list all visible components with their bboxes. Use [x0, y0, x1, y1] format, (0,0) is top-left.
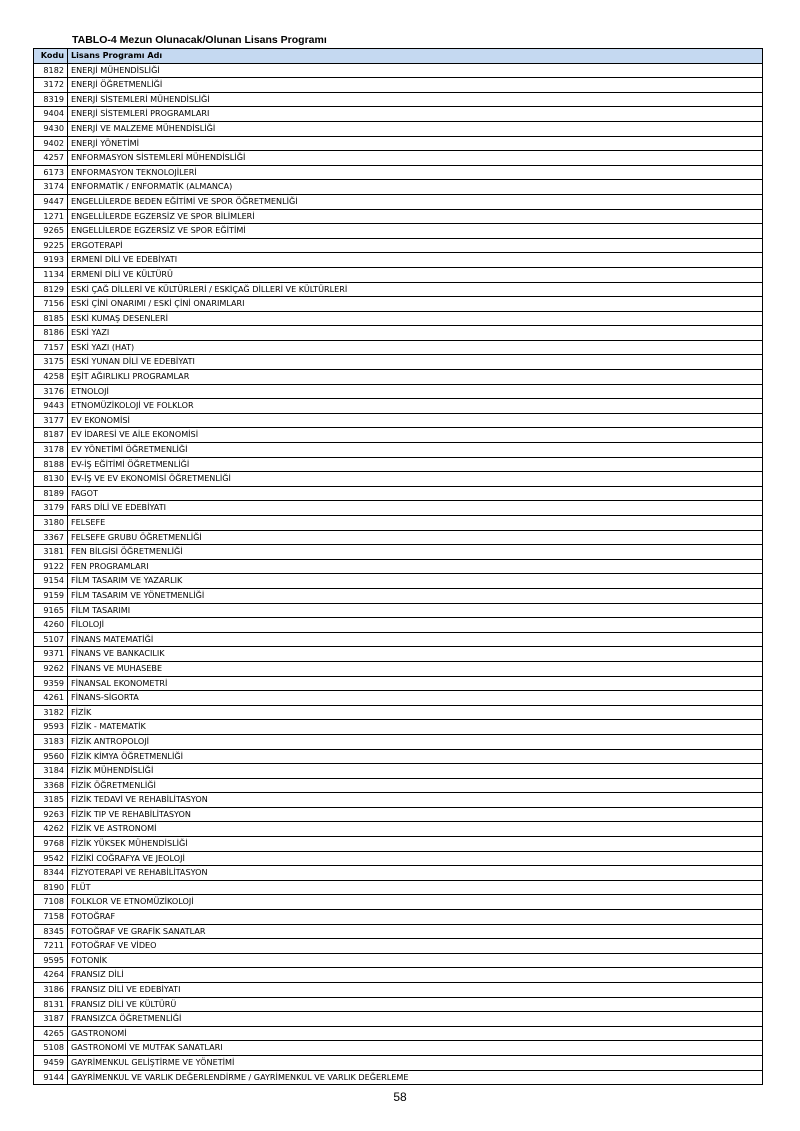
- program-name: FRANSIZ DİLİ: [68, 968, 763, 983]
- table-header: [34, 49, 763, 64]
- table-row: [34, 880, 763, 895]
- table-body: [34, 63, 763, 1085]
- program-name: GASTRONOMİ VE MUTFAK SANATLARI: [68, 1041, 763, 1056]
- table-row: [34, 443, 763, 458]
- program-code: 3187: [34, 1012, 68, 1027]
- program-name: FİZİK ANTROPOLOJİ: [68, 734, 763, 749]
- program-code: 9443: [34, 399, 68, 414]
- program-name: FİZİKİ COĞRAFYA VE JEOLOJİ: [68, 851, 763, 866]
- program-name: FİZİK YÜKSEK MÜHENDİSLİĞİ: [68, 837, 763, 852]
- table-row: [34, 370, 763, 385]
- program-name: ESKİ YUNAN DİLİ VE EDEBİYATI: [68, 355, 763, 370]
- program-code: 3176: [34, 384, 68, 399]
- table-row: [34, 501, 763, 516]
- program-name: FİLM TASARIM VE YAZARLIK: [68, 574, 763, 589]
- program-code: 9404: [34, 107, 68, 122]
- program-name: FİNANSAL EKONOMETRİ: [68, 676, 763, 691]
- program-code: 9430: [34, 121, 68, 136]
- program-name: FİNANS VE MUHASEBE: [68, 661, 763, 676]
- program-name: GASTRONOMİ: [68, 1026, 763, 1041]
- program-name: FİLM TASARIM VE YÖNETMENLİĞİ: [68, 588, 763, 603]
- program-code: 8319: [34, 92, 68, 107]
- program-code: 3180: [34, 516, 68, 531]
- program-name: FEN PROGRAMLARI: [68, 559, 763, 574]
- program-name: FRANSIZ DİLİ VE KÜLTÜRÜ: [68, 997, 763, 1012]
- program-code: 3185: [34, 793, 68, 808]
- program-name: FİZİK ÖĞRETMENLİĞİ: [68, 778, 763, 793]
- table-row: [34, 1070, 763, 1085]
- program-name: EV-İŞ EĞİTİMİ ÖĞRETMENLİĞİ: [68, 457, 763, 472]
- table-row: [34, 355, 763, 370]
- program-code: 7158: [34, 910, 68, 925]
- program-code: 3182: [34, 705, 68, 720]
- program-name: ESKİ KUMAŞ DESENLERİ: [68, 311, 763, 326]
- table-row: [34, 559, 763, 574]
- table-row: [34, 997, 763, 1012]
- program-name: ERGOTERAPİ: [68, 238, 763, 253]
- program-code: 3178: [34, 443, 68, 458]
- table-row: [34, 661, 763, 676]
- program-code: 7211: [34, 939, 68, 954]
- table-row: [34, 983, 763, 998]
- table-row: [34, 545, 763, 560]
- table-row: [34, 1055, 763, 1070]
- program-name: ENERJİ MÜHENDİSLİĞİ: [68, 63, 763, 78]
- table-row: [34, 866, 763, 881]
- program-code: 9144: [34, 1070, 68, 1085]
- table-row: [34, 618, 763, 633]
- program-name: FİZYOTERAPİ VE REHABİLİTASYON: [68, 866, 763, 881]
- table-row: [34, 486, 763, 501]
- table-row: [34, 340, 763, 355]
- column-header-code: Kodu: [34, 49, 68, 64]
- program-name: FOTOĞRAF VE GRAFİK SANATLAR: [68, 924, 763, 939]
- program-name: ENGELLİLERDE EGZERSİZ VE SPOR EĞİTİMİ: [68, 224, 763, 239]
- program-code: 3179: [34, 501, 68, 516]
- program-name: ENGELLİLERDE BEDEN EĞİTİMİ VE SPOR ÖĞRETMENLİĞİ: [68, 194, 763, 209]
- program-code: 4260: [34, 618, 68, 633]
- program-code: 4258: [34, 370, 68, 385]
- program-code: 4264: [34, 968, 68, 983]
- table-row: [34, 647, 763, 662]
- header-row: [34, 49, 763, 64]
- program-code: 8190: [34, 880, 68, 895]
- page-number: 58: [393, 1090, 407, 1104]
- program-name: GAYRİMENKUL GELİŞTİRME VE YÖNETİMİ: [68, 1055, 763, 1070]
- program-code: 9359: [34, 676, 68, 691]
- table-row: [34, 720, 763, 735]
- table-row: [34, 676, 763, 691]
- program-name: FİZİK: [68, 705, 763, 720]
- program-name: ENERJİ SİSTEMLERİ PROGRAMLARI: [68, 107, 763, 122]
- program-code: 1271: [34, 209, 68, 224]
- program-name: ESKİ YAZI (HAT): [68, 340, 763, 355]
- table-row: [34, 939, 763, 954]
- program-code: 9768: [34, 837, 68, 852]
- program-code: 5108: [34, 1041, 68, 1056]
- table-row: [34, 1012, 763, 1027]
- program-name: FİNANS-SİGORTA: [68, 691, 763, 706]
- program-name: FİZİK TIP VE REHABİLİTASYON: [68, 807, 763, 822]
- program-code: 9262: [34, 661, 68, 676]
- table-row: [34, 764, 763, 779]
- table-row: [34, 705, 763, 720]
- program-name: ENGELLİLERDE EGZERSİZ VE SPOR BİLİMLERİ: [68, 209, 763, 224]
- program-code: 8187: [34, 428, 68, 443]
- table-row: [34, 428, 763, 443]
- program-name: FİZİK VE ASTRONOMİ: [68, 822, 763, 837]
- program-name: FİNANS VE BANKACILIK: [68, 647, 763, 662]
- program-name: FARS DİLİ VE EDEBİYATI: [68, 501, 763, 516]
- program-name: FİZİK TEDAVİ VE REHABİLİTASYON: [68, 793, 763, 808]
- table-row: [34, 282, 763, 297]
- program-code: 8344: [34, 866, 68, 881]
- program-name: ETNOMÜZİKOLOJİ VE FOLKLOR: [68, 399, 763, 414]
- program-name: FİLOLOJİ: [68, 618, 763, 633]
- program-code: 9263: [34, 807, 68, 822]
- program-code: 8188: [34, 457, 68, 472]
- program-code: 3172: [34, 78, 68, 93]
- table-row: [34, 793, 763, 808]
- program-code: 4262: [34, 822, 68, 837]
- program-name: ENERJİ YÖNETİMİ: [68, 136, 763, 151]
- table-row: [34, 530, 763, 545]
- program-name: ESKİ ÇAĞ DİLLERİ VE KÜLTÜRLERİ / ESKİÇAĞ DİLLERİ VE KÜLTÜRLERİ: [68, 282, 763, 297]
- program-code: 8131: [34, 997, 68, 1012]
- program-name: ENERJİ ÖĞRETMENLİĞİ: [68, 78, 763, 93]
- table-row: [34, 399, 763, 414]
- program-name: ESKİ YAZI: [68, 326, 763, 341]
- program-name: FOTOĞRAF: [68, 910, 763, 925]
- table-row: [34, 180, 763, 195]
- program-name: FİZİK KİMYA ÖĞRETMENLİĞİ: [68, 749, 763, 764]
- program-name: ESKİ ÇİNİ ONARIMI / ESKİ ÇİNİ ONARIMLARI: [68, 297, 763, 312]
- program-code: 8182: [34, 63, 68, 78]
- table-row: [34, 238, 763, 253]
- program-name: ENFORMASYON SİSTEMLERİ MÜHENDİSLİĞİ: [68, 151, 763, 166]
- table-row: [34, 516, 763, 531]
- program-code: 3184: [34, 764, 68, 779]
- table-row: [34, 472, 763, 487]
- program-name: FELSEFE: [68, 516, 763, 531]
- table-row: [34, 107, 763, 122]
- program-code: 4261: [34, 691, 68, 706]
- program-code: 3175: [34, 355, 68, 370]
- program-code: 4265: [34, 1026, 68, 1041]
- table-row: [34, 209, 763, 224]
- table-row: [34, 384, 763, 399]
- program-name: FOTONİK: [68, 953, 763, 968]
- program-code: 3186: [34, 983, 68, 998]
- table-row: [34, 311, 763, 326]
- program-code: 8130: [34, 472, 68, 487]
- program-code: 8189: [34, 486, 68, 501]
- program-name: EV-İŞ VE EV EKONOMİSİ ÖĞRETMENLİĞİ: [68, 472, 763, 487]
- program-code: 9225: [34, 238, 68, 253]
- program-code: 9159: [34, 588, 68, 603]
- program-name: FİZİK MÜHENDİSLİĞİ: [68, 764, 763, 779]
- program-code: 3181: [34, 545, 68, 560]
- program-code: 4257: [34, 151, 68, 166]
- program-name: FRANSIZ DİLİ VE EDEBİYATI: [68, 983, 763, 998]
- program-code: 3183: [34, 734, 68, 749]
- program-code: 9122: [34, 559, 68, 574]
- program-name: FEN BİLGİSİ ÖĞRETMENLİĞİ: [68, 545, 763, 560]
- program-name: FRANSIZCA ÖĞRETMENLİĞİ: [68, 1012, 763, 1027]
- program-code: 5107: [34, 632, 68, 647]
- program-code: 9193: [34, 253, 68, 268]
- program-code: 9402: [34, 136, 68, 151]
- table-row: [34, 165, 763, 180]
- program-code: 1134: [34, 267, 68, 282]
- program-code: 6173: [34, 165, 68, 180]
- program-code: 9459: [34, 1055, 68, 1070]
- table-row: [34, 267, 763, 282]
- table-row: [34, 778, 763, 793]
- program-code: 9560: [34, 749, 68, 764]
- table-row: [34, 837, 763, 852]
- table-row: [34, 1041, 763, 1056]
- column-header-name: Lisans Programı Adı: [68, 49, 763, 64]
- program-code: 7157: [34, 340, 68, 355]
- program-code: 3177: [34, 413, 68, 428]
- program-code: 8129: [34, 282, 68, 297]
- program-name: ENERJİ SİSTEMLERİ MÜHENDİSLİĞİ: [68, 92, 763, 107]
- page-title: TABLO-4 Mezun Olunacak/Olunan Lisans Programı: [72, 34, 327, 46]
- program-code: 8185: [34, 311, 68, 326]
- table-row: [34, 121, 763, 136]
- program-name: ERMENİ DİLİ VE KÜLTÜRÜ: [68, 267, 763, 282]
- table-row: [34, 734, 763, 749]
- program-name: ENFORMATİK / ENFORMATİK (ALMANCA): [68, 180, 763, 195]
- table-row: [34, 78, 763, 93]
- program-code: 7108: [34, 895, 68, 910]
- program-name: EV İDARESİ VE AİLE EKONOMİSİ: [68, 428, 763, 443]
- program-code: 3367: [34, 530, 68, 545]
- program-name: EV EKONOMİSİ: [68, 413, 763, 428]
- program-code: 3368: [34, 778, 68, 793]
- table-row: [34, 326, 763, 341]
- program-name: ENERJİ VE MALZEME MÜHENDİSLİĞİ: [68, 121, 763, 136]
- table-row: [34, 749, 763, 764]
- program-name: FİZİK - MATEMATİK: [68, 720, 763, 735]
- program-code: 9371: [34, 647, 68, 662]
- table-row: [34, 92, 763, 107]
- table-row: [34, 910, 763, 925]
- program-name: FİLM TASARIMI: [68, 603, 763, 618]
- table-row: [34, 224, 763, 239]
- program-code: 9447: [34, 194, 68, 209]
- program-name: FİNANS MATEMATİĞİ: [68, 632, 763, 647]
- program-name: ETNOLOJİ: [68, 384, 763, 399]
- table-row: [34, 822, 763, 837]
- program-name: FAGOT: [68, 486, 763, 501]
- program-code: 9593: [34, 720, 68, 735]
- program-name: FOTOĞRAF VE VİDEO: [68, 939, 763, 954]
- program-code: 7156: [34, 297, 68, 312]
- table-row: [34, 895, 763, 910]
- table-row: [34, 953, 763, 968]
- table-row: [34, 457, 763, 472]
- program-name: ERMENİ DİLİ VE EDEBİYATI: [68, 253, 763, 268]
- table-row: [34, 63, 763, 78]
- program-code: 9595: [34, 953, 68, 968]
- program-name: GAYRİMENKUL VE VARLIK DEĞERLENDİRME / GAYRİMENKUL VE VARLIK DEĞERLEME: [68, 1070, 763, 1085]
- program-name: FOLKLOR VE ETNOMÜZİKOLOJİ: [68, 895, 763, 910]
- table-row: [34, 851, 763, 866]
- program-code: 9154: [34, 574, 68, 589]
- program-code: 8345: [34, 924, 68, 939]
- table-row: [34, 574, 763, 589]
- table-row: [34, 151, 763, 166]
- table-row: [34, 968, 763, 983]
- table-row: [34, 588, 763, 603]
- program-name: ENFORMASYON TEKNOLOJİLERİ: [68, 165, 763, 180]
- table-row: [34, 253, 763, 268]
- program-name: EŞİT AĞIRLIKLI PROGRAMLAR: [68, 370, 763, 385]
- program-name: EV YÖNETİMİ ÖĞRETMENLİĞİ: [68, 443, 763, 458]
- program-code: 9165: [34, 603, 68, 618]
- program-code: 9265: [34, 224, 68, 239]
- table-row: [34, 603, 763, 618]
- table-row: [34, 1026, 763, 1041]
- program-name: FELSEFE GRUBU ÖĞRETMENLİĞİ: [68, 530, 763, 545]
- table-row: [34, 136, 763, 151]
- program-code: 9542: [34, 851, 68, 866]
- table-row: [34, 194, 763, 209]
- table-row: [34, 632, 763, 647]
- programs-table: [33, 48, 763, 1085]
- table-row: [34, 807, 763, 822]
- table-row: [34, 297, 763, 312]
- table-row: [34, 413, 763, 428]
- program-code: 8186: [34, 326, 68, 341]
- program-code: 3174: [34, 180, 68, 195]
- table-row: [34, 691, 763, 706]
- table-row: [34, 924, 763, 939]
- program-name: FLÜT: [68, 880, 763, 895]
